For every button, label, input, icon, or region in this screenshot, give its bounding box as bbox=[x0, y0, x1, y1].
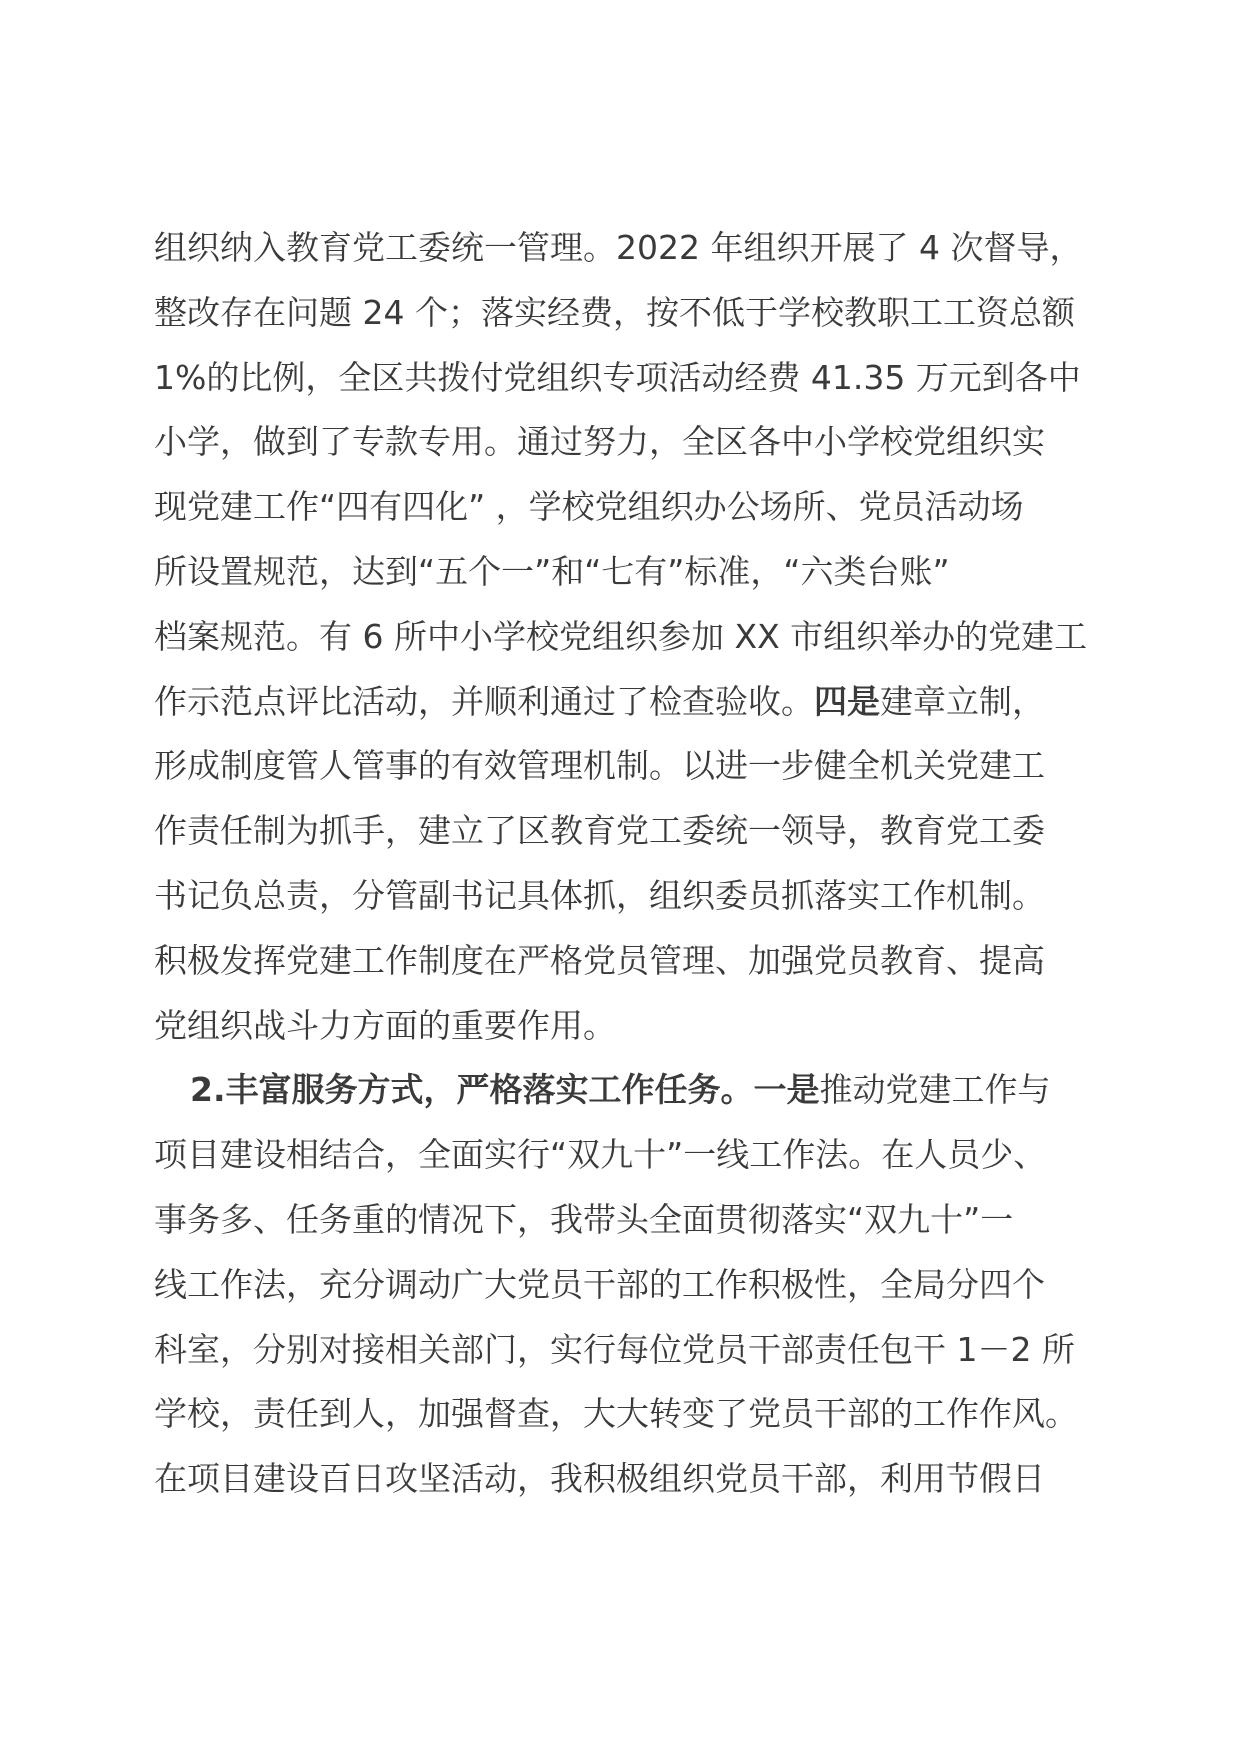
text-line bbox=[154, 799, 1094, 864]
text-run: 书记负总责，分管副书记具体抓，组织委员抓落实工作机制。 bbox=[154, 875, 1045, 915]
text-line bbox=[154, 475, 1094, 540]
text-line bbox=[154, 410, 1094, 475]
section-heading: 2.丰富服务方式，严格落实工作任务。一是 bbox=[190, 1070, 820, 1110]
text-run: 建章立制， bbox=[880, 681, 1045, 721]
text-line bbox=[154, 540, 1094, 605]
text-run: 所设置规范，达到“五个一”和“七有”标准，“六类台账” bbox=[154, 551, 950, 591]
text-line bbox=[154, 216, 1094, 281]
body-text bbox=[154, 216, 1094, 1512]
bold-lead-phrase: 四是 bbox=[814, 681, 880, 721]
text-line bbox=[154, 1253, 1094, 1318]
text-run: 线工作法，充分调动广大党员干部的工作积极性，全局分四个 bbox=[154, 1264, 1045, 1304]
text-line bbox=[154, 1382, 1094, 1447]
text-run: 作示范点评比活动，并顺利通过了检查验收。 bbox=[154, 681, 814, 721]
text-line bbox=[154, 670, 1094, 735]
text-run: 组织纳入教育党工委统一管理。2022 年组织开展了 4 次督导， bbox=[154, 228, 1083, 267]
text-run: 作责任制为抓手，建立了区教育党工委统一领导，教育党工委 bbox=[154, 811, 1045, 851]
text-run: 科室，分别对接相关部门，实行每位党员干部责任包干 1－2 所 bbox=[154, 1329, 1075, 1369]
text-run: 推动党建工作与 bbox=[819, 1070, 1051, 1110]
text-run: 小学，做到了专款专用。通过努力，全区各中小学校党组织实 bbox=[154, 422, 1045, 462]
text-line bbox=[154, 1318, 1094, 1383]
text-line bbox=[154, 734, 1094, 799]
text-run: 档案规范。有 6 所中小学校党组织参加 XX 市组织举办的党建工 bbox=[154, 616, 1088, 656]
text-line bbox=[154, 346, 1094, 411]
section-heading-line bbox=[154, 1058, 1094, 1123]
text-line bbox=[154, 864, 1094, 929]
text-line bbox=[154, 994, 1094, 1059]
text-run: 事务多、任务重的情况下，我带头全面贯彻落实“双九十”一 bbox=[154, 1199, 1014, 1239]
text-line bbox=[154, 1447, 1094, 1512]
text-line bbox=[154, 1188, 1094, 1253]
text-run: 形成制度管人管事的有效管理机制。以进一步健全机关党建工 bbox=[154, 746, 1045, 786]
text-run: 项目建设相结合，全面实行“双九十”一线工作法。在人员少、 bbox=[154, 1135, 1047, 1175]
text-run: 整改存在问题 24 个；落实经费，按不低于学校教职工工资总额 bbox=[154, 292, 1075, 332]
text-run: 在项目建设百日攻坚活动，我积极组织党员干部，利用节假日 bbox=[154, 1459, 1045, 1499]
text-run: 积极发挥党建工作制度在严格党员管理、加强党员教育、提高 bbox=[154, 940, 1045, 980]
text-run: 现党建工作“四有四化” ，学校党组织办公场所、党员活动场 bbox=[154, 487, 1024, 527]
text-line bbox=[154, 1123, 1094, 1188]
text-line bbox=[154, 929, 1094, 994]
text-run: 学校，责任到人，加强督查，大大转变了党员干部的工作作风。 bbox=[154, 1394, 1078, 1434]
text-run: 党组织战斗力方面的重要作用。 bbox=[154, 1005, 616, 1045]
text-line bbox=[154, 605, 1094, 670]
text-line bbox=[154, 281, 1094, 346]
text-run: 1%的比例，全区共拨付党组织专项活动经费 41.35 万元到各中 bbox=[154, 357, 1081, 397]
